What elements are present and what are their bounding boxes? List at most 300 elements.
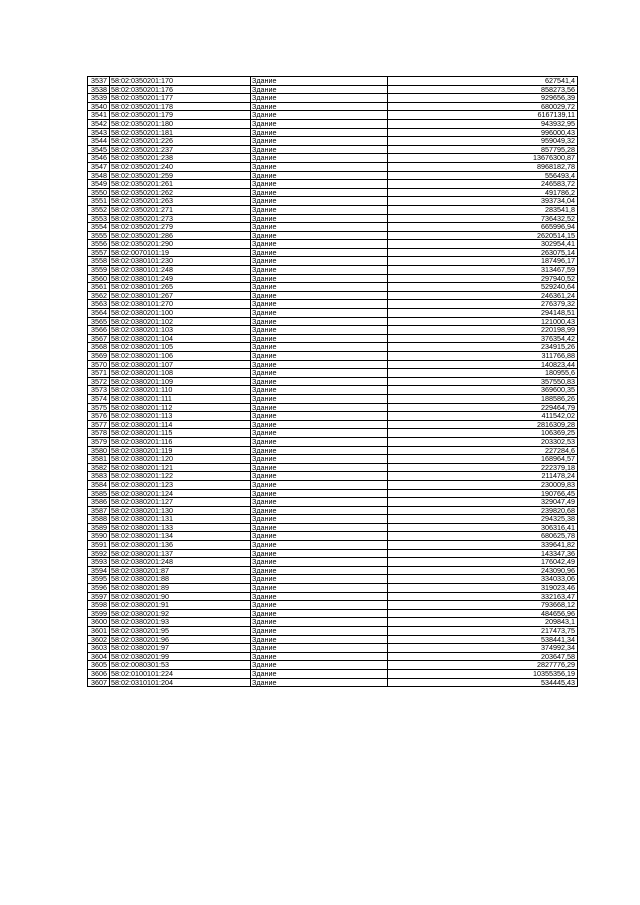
object-type-cell: Здание [251,257,388,266]
cadastral-value-cell: 529240,64 [388,283,578,292]
table-row [88,111,578,120]
cadastral-number-cell: 58:02:0380201:90 [110,592,251,601]
row-number-cell: 3537 [88,77,110,86]
cadastral-value-cell: 294148,51 [388,309,578,318]
table-row [88,549,578,558]
table-row [88,214,578,223]
cadastral-value-cell: 297940,52 [388,274,578,283]
row-number-cell: 3548 [88,171,110,180]
row-number-cell: 3604 [88,652,110,661]
cadastral-number-cell: 58:02:0380201:133 [110,523,251,532]
table-row [88,377,578,386]
cadastral-number-cell: 58:02:0380201:111 [110,394,251,403]
cadastral-number-cell: 58:02:0350201:226 [110,137,251,146]
table-row [88,661,578,670]
object-type-cell: Здание [251,627,388,636]
object-type-cell: Здание [251,678,388,687]
object-type-cell: Здание [251,506,388,515]
row-number-cell: 3595 [88,575,110,584]
cadastral-number-cell: 58:02:0380201:134 [110,532,251,541]
object-type-cell: Здание [251,119,388,128]
object-type-cell: Здание [251,489,388,498]
object-type-cell: Здание [251,291,388,300]
cadastral-value-cell: 230009,83 [388,480,578,489]
table-row [88,171,578,180]
object-type-cell: Здание [251,455,388,464]
object-type-cell: Здание [251,558,388,567]
row-number-cell: 3551 [88,197,110,206]
row-number-cell: 3579 [88,437,110,446]
row-number-cell: 3538 [88,85,110,94]
object-type-cell: Здание [251,584,388,593]
object-type-cell: Здание [251,386,388,395]
cadastral-number-cell: 58:02:0350201:240 [110,162,251,171]
cadastral-value-cell: 680625,78 [388,532,578,541]
object-type-cell: Здание [251,214,388,223]
cadastral-value-cell: 313467,59 [388,266,578,275]
table-row [88,489,578,498]
table-row [88,437,578,446]
cadastral-value-cell: 374992,34 [388,644,578,653]
row-number-cell: 3550 [88,188,110,197]
row-number-cell: 3580 [88,446,110,455]
cadastral-value-cell: 339641,82 [388,541,578,550]
row-number-cell: 3556 [88,240,110,249]
object-type-cell: Здание [251,609,388,618]
row-number-cell: 3563 [88,300,110,309]
table-row [88,180,578,189]
table-row [88,601,578,610]
cadastral-number-cell: 58:02:0380101:249 [110,274,251,283]
cadastral-value-cell: 234915,26 [388,343,578,352]
row-number-cell: 3597 [88,592,110,601]
cadastral-number-cell: 58:02:0380201:93 [110,618,251,627]
object-type-cell: Здание [251,669,388,678]
table-row [88,429,578,438]
cadastral-number-cell: 58:02:0350201:261 [110,180,251,189]
row-number-cell: 3545 [88,145,110,154]
cadastral-value-cell: 996000,43 [388,128,578,137]
row-number-cell: 3606 [88,669,110,678]
row-number-cell: 3567 [88,334,110,343]
cadastral-number-cell: 58:02:0380201:114 [110,420,251,429]
cadastral-value-cell: 306316,41 [388,523,578,532]
table-row [88,566,578,575]
object-type-cell: Здание [251,223,388,232]
object-type-cell: Здание [251,566,388,575]
cadastral-value-cell: 203302,53 [388,437,578,446]
table-row [88,334,578,343]
row-number-cell: 3583 [88,472,110,481]
cadastral-number-cell: 58:02:0350201:238 [110,154,251,163]
object-type-cell: Здание [251,618,388,627]
table-row [88,145,578,154]
cadastral-value-cell: 665996,94 [388,223,578,232]
table-row [88,223,578,232]
table-row [88,394,578,403]
cadastral-value-cell: 220198,99 [388,326,578,335]
table-row [88,523,578,532]
table-row [88,678,578,687]
table-row [88,627,578,636]
object-type-cell: Здание [251,652,388,661]
cadastral-number-cell: 58:02:0350201:290 [110,240,251,249]
table-row [88,352,578,361]
table-row [88,463,578,472]
cadastral-value-cell: 188586,26 [388,394,578,403]
cadastral-number-cell: 58:02:0380101:248 [110,266,251,275]
row-number-cell: 3546 [88,154,110,163]
cadastral-value-table [87,76,578,687]
table-row [88,266,578,275]
table-row [88,309,578,318]
row-number-cell: 3542 [88,119,110,128]
cadastral-number-cell: 58:02:0380201:105 [110,343,251,352]
cadastral-number-cell: 58:02:0350201:237 [110,145,251,154]
row-number-cell: 3562 [88,291,110,300]
row-number-cell: 3581 [88,455,110,464]
cadastral-value-cell: 943932,95 [388,119,578,128]
table-row [88,248,578,257]
table-row [88,472,578,481]
object-type-cell: Здание [251,635,388,644]
cadastral-number-cell: 58:02:0380201:127 [110,498,251,507]
table-row [88,119,578,128]
row-number-cell: 3599 [88,609,110,618]
cadastral-value-cell: 959049,32 [388,137,578,146]
cadastral-number-cell: 58:02:0380101:270 [110,300,251,309]
row-number-cell: 3539 [88,94,110,103]
table-row [88,137,578,146]
cadastral-value-cell: 180955,6 [388,369,578,378]
cadastral-value-cell: 929656,39 [388,94,578,103]
table-row [88,283,578,292]
cadastral-value-cell: 302954,41 [388,240,578,249]
object-type-cell: Здание [251,360,388,369]
table-row [88,455,578,464]
cadastral-number-cell: 58:02:0380201:103 [110,326,251,335]
table-row [88,506,578,515]
cadastral-number-cell: 58:02:0080301:53 [110,661,251,670]
cadastral-value-cell: 239820,68 [388,506,578,515]
cadastral-number-cell: 58:02:0380201:92 [110,609,251,618]
object-type-cell: Здание [251,197,388,206]
cadastral-value-cell: 143347,36 [388,549,578,558]
cadastral-number-cell: 58:02:0350201:178 [110,102,251,111]
cadastral-value-cell: 858273,56 [388,85,578,94]
object-type-cell: Здание [251,102,388,111]
cadastral-value-cell: 13676300,87 [388,154,578,163]
table-row [88,188,578,197]
table-row [88,584,578,593]
object-type-cell: Здание [251,85,388,94]
object-type-cell: Здание [251,77,388,86]
row-number-cell: 3607 [88,678,110,687]
object-type-cell: Здание [251,532,388,541]
row-number-cell: 3605 [88,661,110,670]
cadastral-value-cell: 246583,72 [388,180,578,189]
table-row [88,635,578,644]
table-row [88,257,578,266]
object-type-cell: Здание [251,334,388,343]
row-number-cell: 3576 [88,412,110,421]
cadastral-value-cell: 227284,6 [388,446,578,455]
cadastral-value-cell: 393734,04 [388,197,578,206]
object-type-cell: Здание [251,429,388,438]
object-type-cell: Здание [251,472,388,481]
cadastral-value-cell: 276379,32 [388,300,578,309]
cadastral-number-cell: 58:02:0350201:180 [110,119,251,128]
cadastral-value-cell: 369600,35 [388,386,578,395]
cadastral-number-cell: 58:02:0350201:273 [110,214,251,223]
cadastral-number-cell: 58:02:0350201:179 [110,111,251,120]
cadastral-value-cell: 376354,42 [388,334,578,343]
object-type-cell: Здание [251,171,388,180]
cadastral-number-cell: 58:02:0380101:230 [110,257,251,266]
table-row [88,644,578,653]
object-type-cell: Здание [251,369,388,378]
row-number-cell: 3596 [88,584,110,593]
table-row [88,558,578,567]
cadastral-value-cell: 334033,06 [388,575,578,584]
row-number-cell: 3564 [88,309,110,318]
row-number-cell: 3573 [88,386,110,395]
row-number-cell: 3584 [88,480,110,489]
object-type-cell: Здание [251,549,388,558]
table-row [88,532,578,541]
object-type-cell: Здание [251,463,388,472]
cadastral-number-cell: 58:02:0350201:271 [110,205,251,214]
cadastral-value-cell: 627541,4 [388,77,578,86]
table-row [88,85,578,94]
cadastral-number-cell: 58:02:0350201:286 [110,231,251,240]
table-row [88,205,578,214]
table-row [88,498,578,507]
row-number-cell: 3547 [88,162,110,171]
object-type-cell: Здание [251,412,388,421]
cadastral-value-cell: 190766,45 [388,489,578,498]
cadastral-number-cell: 58:02:0380201:136 [110,541,251,550]
cadastral-number-cell: 58:02:0380201:113 [110,412,251,421]
cadastral-value-cell: 736432,52 [388,214,578,223]
row-number-cell: 3603 [88,644,110,653]
table-row [88,609,578,618]
table-row [88,300,578,309]
table-row [88,343,578,352]
object-type-cell: Здание [251,541,388,550]
object-type-cell: Здание [251,446,388,455]
table-row [88,403,578,412]
table-row [88,669,578,678]
table-row [88,515,578,524]
cadastral-value-cell: 283541,8 [388,205,578,214]
row-number-cell: 3554 [88,223,110,232]
table-row [88,480,578,489]
cadastral-number-cell: 58:02:0350201:170 [110,77,251,86]
cadastral-number-cell: 58:02:0380201:124 [110,489,251,498]
cadastral-number-cell: 58:02:0380201:95 [110,627,251,636]
row-number-cell: 3600 [88,618,110,627]
object-type-cell: Здание [251,266,388,275]
table-row [88,412,578,421]
object-type-cell: Здание [251,188,388,197]
row-number-cell: 3565 [88,317,110,326]
object-type-cell: Здание [251,343,388,352]
object-type-cell: Здание [251,309,388,318]
object-type-cell: Здание [251,274,388,283]
table-row [88,231,578,240]
cadastral-number-cell: 58:02:0380201:116 [110,437,251,446]
table-row [88,154,578,163]
table-row [88,575,578,584]
row-number-cell: 3543 [88,128,110,137]
row-number-cell: 3591 [88,541,110,550]
cadastral-value-cell: 203647,58 [388,652,578,661]
cadastral-value-cell: 491786,2 [388,188,578,197]
cadastral-value-cell: 793668,12 [388,601,578,610]
row-number-cell: 3571 [88,369,110,378]
row-number-cell: 3561 [88,283,110,292]
table-row [88,274,578,283]
table-row [88,420,578,429]
object-type-cell: Здание [251,575,388,584]
object-type-cell: Здание [251,300,388,309]
row-number-cell: 3582 [88,463,110,472]
cadastral-number-cell: 58:02:0380201:91 [110,601,251,610]
table-row [88,240,578,249]
cadastral-number-cell: 58:02:0350201:263 [110,197,251,206]
cadastral-value-cell: 534445,43 [388,678,578,687]
row-number-cell: 3555 [88,231,110,240]
cadastral-value-cell: 176042,49 [388,558,578,567]
table-row [88,317,578,326]
row-number-cell: 3598 [88,601,110,610]
cadastral-value-cell: 857795,28 [388,145,578,154]
object-type-cell: Здание [251,111,388,120]
row-number-cell: 3558 [88,257,110,266]
table-row [88,592,578,601]
cadastral-value-cell: 357550,83 [388,377,578,386]
object-type-cell: Здание [251,162,388,171]
object-type-cell: Здание [251,394,388,403]
table-body [88,77,578,687]
object-type-cell: Здание [251,283,388,292]
cadastral-number-cell: 58:02:0380201:123 [110,480,251,489]
object-type-cell: Здание [251,437,388,446]
cadastral-value-cell: 2620514,15 [388,231,578,240]
cadastral-value-cell: 263075,14 [388,248,578,257]
cadastral-value-cell: 332163,47 [388,592,578,601]
row-number-cell: 3593 [88,558,110,567]
cadastral-value-cell: 121000,43 [388,317,578,326]
object-type-cell: Здание [251,352,388,361]
cadastral-number-cell: 58:02:0380201:248 [110,558,251,567]
object-type-cell: Здание [251,592,388,601]
row-number-cell: 3549 [88,180,110,189]
cadastral-value-cell: 211478,24 [388,472,578,481]
cadastral-number-cell: 58:02:0380201:122 [110,472,251,481]
object-type-cell: Здание [251,515,388,524]
cadastral-number-cell: 58:02:0380101:267 [110,291,251,300]
cadastral-value-cell: 2816309,28 [388,420,578,429]
row-number-cell: 3569 [88,352,110,361]
cadastral-number-cell: 58:02:0380201:137 [110,549,251,558]
object-type-cell: Здание [251,523,388,532]
cadastral-value-cell: 484656,96 [388,609,578,618]
cadastral-number-cell: 58:02:0380201:96 [110,635,251,644]
object-type-cell: Здание [251,128,388,137]
cadastral-number-cell: 58:02:0380201:99 [110,652,251,661]
row-number-cell: 3568 [88,343,110,352]
cadastral-value-cell: 10355356,19 [388,669,578,678]
cadastral-value-cell: 319023,46 [388,584,578,593]
row-number-cell: 3601 [88,627,110,636]
cadastral-number-cell: 58:02:0380201:104 [110,334,251,343]
cadastral-value-cell: 8968182,78 [388,162,578,171]
cadastral-number-cell: 58:02:0380201:102 [110,317,251,326]
row-number-cell: 3557 [88,248,110,257]
cadastral-number-cell: 58:02:0350201:177 [110,94,251,103]
cadastral-number-cell: 58:02:0380201:87 [110,566,251,575]
row-number-cell: 3560 [88,274,110,283]
object-type-cell: Здание [251,480,388,489]
table-row [88,360,578,369]
row-number-cell: 3575 [88,403,110,412]
cadastral-value-cell: 217473,75 [388,627,578,636]
object-type-cell: Здание [251,137,388,146]
row-number-cell: 3552 [88,205,110,214]
cadastral-value-cell: 2827776,29 [388,661,578,670]
cadastral-number-cell: 58:02:0380201:119 [110,446,251,455]
table-row [88,102,578,111]
cadastral-value-cell: 556493,4 [388,171,578,180]
cadastral-number-cell: 58:02:0380201:107 [110,360,251,369]
cadastral-number-cell: 58:02:0070101:19 [110,248,251,257]
row-number-cell: 3572 [88,377,110,386]
table-row [88,618,578,627]
cadastral-number-cell: 58:02:0310101:204 [110,678,251,687]
object-type-cell: Здание [251,180,388,189]
row-number-cell: 3586 [88,498,110,507]
object-type-cell: Здание [251,231,388,240]
row-number-cell: 3602 [88,635,110,644]
object-type-cell: Здание [251,248,388,257]
row-number-cell: 3544 [88,137,110,146]
cadastral-number-cell: 58:02:0380201:131 [110,515,251,524]
cadastral-value-cell: 106369,25 [388,429,578,438]
cadastral-number-cell: 58:02:0350201:181 [110,128,251,137]
cadastral-number-cell: 58:02:0380101:265 [110,283,251,292]
row-number-cell: 3587 [88,506,110,515]
object-type-cell: Здание [251,145,388,154]
object-type-cell: Здание [251,601,388,610]
object-type-cell: Здание [251,240,388,249]
table-row [88,541,578,550]
cadastral-value-cell: 311766,88 [388,352,578,361]
table-row [88,386,578,395]
row-number-cell: 3553 [88,214,110,223]
row-number-cell: 3592 [88,549,110,558]
row-number-cell: 3589 [88,523,110,532]
object-type-cell: Здание [251,661,388,670]
cadastral-number-cell: 58:02:0380201:112 [110,403,251,412]
cadastral-number-cell: 58:02:0350201:262 [110,188,251,197]
table-row [88,652,578,661]
row-number-cell: 3574 [88,394,110,403]
object-type-cell: Здание [251,205,388,214]
cadastral-value-cell: 187496,17 [388,257,578,266]
cadastral-value-cell: 329047,49 [388,498,578,507]
